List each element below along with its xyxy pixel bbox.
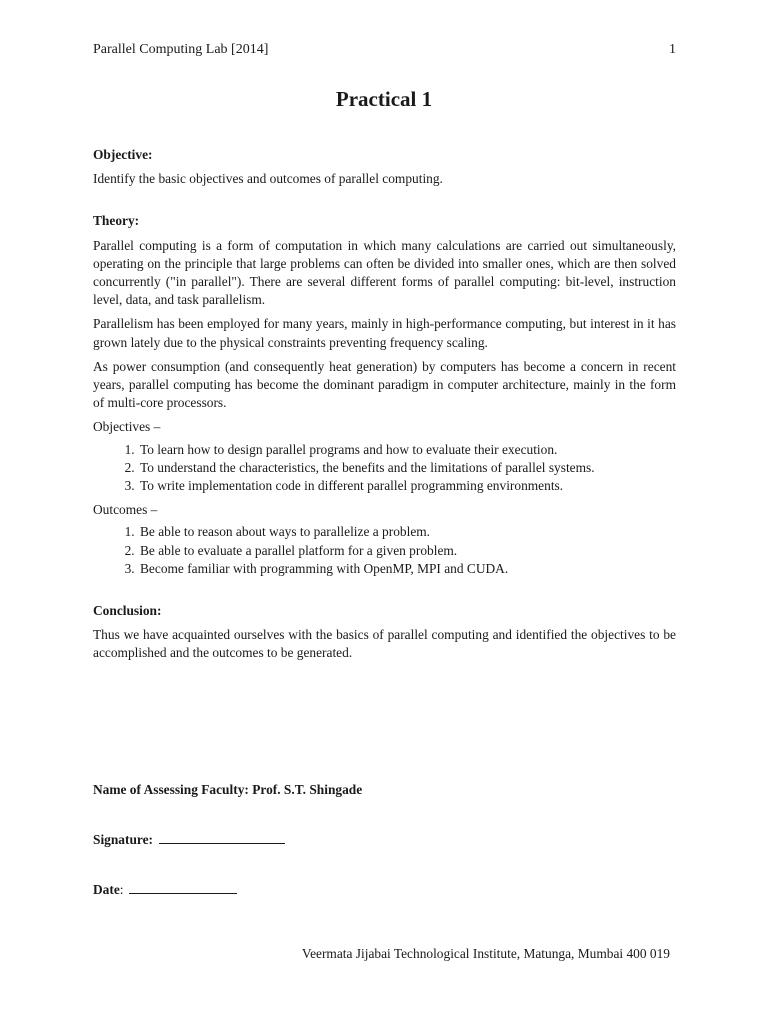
list-item: 3. Become familiar with programming with OpenMP, MPI and CUDA. xyxy=(138,560,676,578)
objectives-label: Objectives – xyxy=(93,419,161,435)
signature-label: Signature: xyxy=(93,831,154,847)
list-item: 2. To understand the characteristics, the benefits and the limitations of parallel systems. xyxy=(138,459,676,477)
conclusion-text: Thus we have acquainted ourselves with the basics of parallel computing and identified the objectives to be accomplished and the outcomes to be generated. xyxy=(93,627,676,661)
page-number: 1 xyxy=(669,42,676,57)
theory-heading: Theory: xyxy=(93,213,140,229)
list-item: 1. To learn how to design parallel programs and how to evaluate their execution. xyxy=(138,441,676,459)
page-footer: Veermata Jijabai Technological Institute, Matunga, Mumbai 400 019 xyxy=(301,946,670,961)
signature-row xyxy=(93,831,676,849)
objective-heading: Objective: xyxy=(93,147,153,162)
date-row xyxy=(93,881,676,899)
conclusion-heading: Conclusion: xyxy=(93,603,162,619)
theory-paragraph-1: Parallel computing is a form of computation in which many calculations are carried out simultaneously, operating on the principle that large problems can often be divided into smaller ones, which are then solved concurrently ("in parallel"). There are several different forms of parallel computing: bit-level, instruction level, data, and task parallelism. xyxy=(93,237,676,308)
signature-line xyxy=(159,831,285,844)
theory-paragraph-3: As power consumption (and consequently heat generation) by computers has become a concern in recent years, parallel computing has become the dominant paradigm in computer architecture, mainly in the form of multi-core processors. xyxy=(93,358,676,411)
outcomes-label: Outcomes – xyxy=(93,502,158,518)
theory-paragraph-2: Parallelism has been employed for many years, mainly in high-performance computing, but interest in it has grown lately due to the physical constraints preventing frequency scaling. xyxy=(93,316,676,350)
header-title: Parallel Computing Lab [2014] xyxy=(93,42,269,57)
objective-text: Identify the basic objectives and outcomes of parallel computing. xyxy=(93,171,443,187)
page-title: Practical 1 xyxy=(335,87,433,111)
date-line xyxy=(129,881,237,894)
list-item: 1. Be able to reason about ways to parallelize a problem. xyxy=(138,523,676,541)
objectives-list xyxy=(93,441,676,496)
list-item: 3. To write implementation code in different parallel programming environments. xyxy=(138,477,676,495)
assessing-faculty: Name of Assessing Faculty: Prof. S.T. Shingade xyxy=(93,781,363,797)
list-item: 2. Be able to evaluate a parallel platform for a given problem. xyxy=(138,542,676,560)
date-colon: : xyxy=(119,882,124,898)
outcomes-list xyxy=(93,523,676,578)
document-body xyxy=(93,146,676,899)
page-header xyxy=(93,42,676,58)
date-label: Date xyxy=(93,882,120,898)
